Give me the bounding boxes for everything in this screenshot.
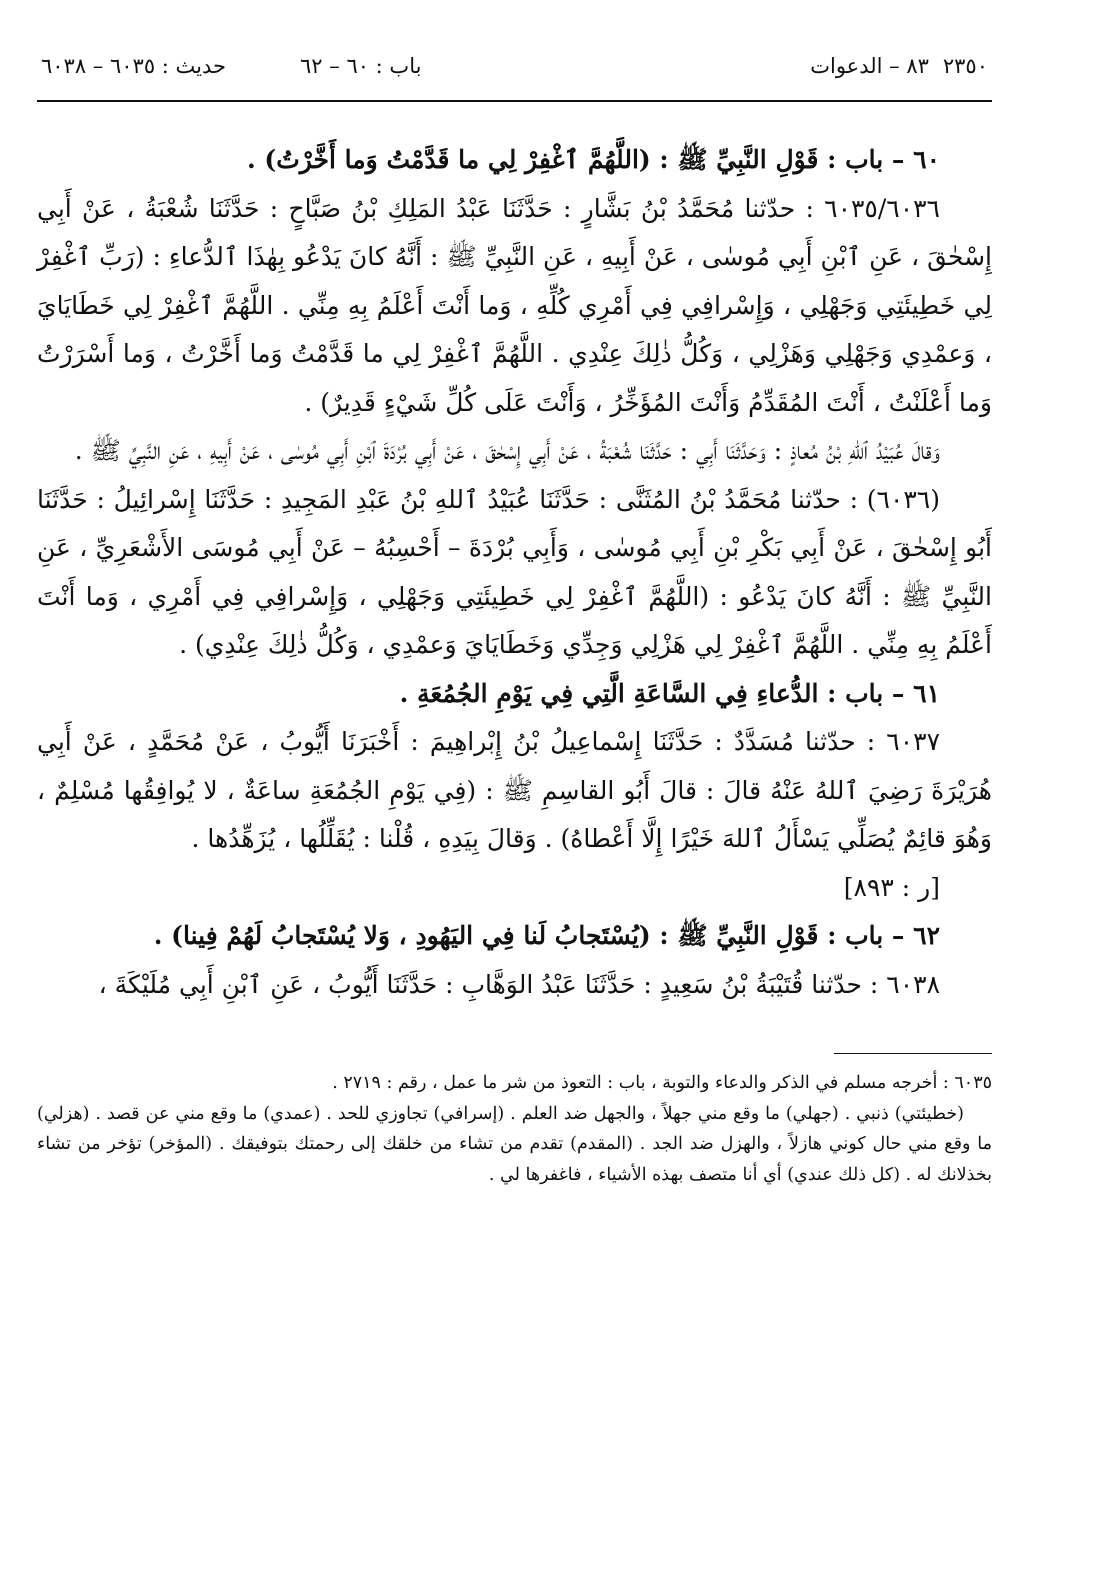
footnote-glossary: (خطيئتي) ذنبي . (جهلي) ما وقع مني جهلاً ، والجهل ضد العلم . (إسرافي) تجاوزي للحد . (عمدي) ما وقع مني عن قصد . (هزلي) ما وقع مني حال كوني هازلاً ، والهزل ضد الجد . (المقدم) تقدم من تشاء من خلقك إلى رحمتك بتوفيقك . (المؤخر) تؤخر من تشاء بخذلانك له . (كل ذلك عندي) أي أنا متصف بهذه الأشياء ، فاغفرها لي .: [37, 1103, 992, 1185]
chapter-heading-61: ٦١ – باب : الدُّعاءِ فِي السَّاعَةِ الَّتِي فِي يَوْمِ الجُمُعَةِ .: [399, 678, 940, 708]
footnote-rule: [834, 1053, 992, 1054]
footnotes: [37, 1068, 992, 1190]
chapter-heading-62: ٦٢ – باب : قَوْلِ النَّبِيِّ ﷺ : (يُسْتَجابُ لَنا فِي اليَهُودِ ، وَلا يُسْتَجابُ لَهُمْ فِينا) .: [153, 921, 940, 950]
header-right-group: [810, 54, 988, 78]
hadith-6037: ٦٠٣٧ : حدّثنا مُسَدَّدٌ : حَدَّثَنَا إِسْماعِيلُ بْنُ إِبْراهِيمَ : أَخْبَرَنَا أَيُّوبُ ، عَنْ مُحَمَّدٍ ، عَنْ أَبِي هُرَيْرَةَ رَضِيَ ٱللهُ عَنْهُ قالَ : قالَ أَبُو القاسِمِ ﷺ : (فِي يَوْمِ الجُمُعَةِ ساعَةٌ ، لا يُوافِقُها مُسْلِمٌ ، وَهُوَ قائِمٌ يُصَلِّي يَسْأَلُ ٱللهَ خَيْرًا إِلَّا أَعْطاهُ) . وَقالَ بِيَدِهِ ، قُلْنا : يُقَلِّلُها ، يُزَهِّدُها .: [37, 727, 992, 853]
chapter-heading-60: ٦٠ – باب : قَوْلِ النَّبِيِّ ﷺ : (اللَّهُمَّ ٱغْفِرْ لِي ما قَدَّمْتُ وَما أَخَّرْتُ) .: [246, 145, 940, 174]
page-number: ٢٣٥٠: [942, 54, 988, 78]
book-title: ٨٣ – الدعوات: [810, 54, 929, 78]
main-text: [37, 136, 992, 1009]
cross-reference: [ر : ٨٩٣]: [843, 872, 940, 902]
page-header: [37, 54, 992, 88]
header-rule: [37, 100, 992, 102]
hadith-6038: ٦٠٣٨ : حدّثنا قُتَيْبَةُ بْنُ سَعِيدٍ : حَدَّثَنَا عَبْدُ الوَهَّابِ : حَدَّثَنَا أَيُّوبُ ، عَنِ ٱبْنِ أَبِي مُلَيْكَةَ ،: [98, 969, 940, 999]
header-left-group: [41, 54, 421, 78]
footnote-source: ٦٠٣٥ : أخرجه مسلم في الذكر والدعاء والتوبة ، باب : التعوذ من شر ما عمل ، رقم : ٢٧١٩ .: [332, 1073, 992, 1093]
hadith-6035-chain: وَقالَ عُبَيْدُ ٱللهِ بْنُ مُعاذٍ : وَحَدَّثَنَا أَبِي : حَدَّثَنَا شُعْبَةُ ، عَنْ أَبِي إِسْحٰقَ ، عَنْ أَبِي بُرْدَةَ ٱبْنِ أَبِي مُوسٰى ، عَنْ أَبِيهِ ، عَنِ النَّبِيِّ ﷺ .: [74, 436, 940, 465]
bab-range: باب : ٦٠ – ٦٢: [300, 54, 422, 78]
hadith-range: حديث : ٦٠٣٥ – ٦٠٣٨: [41, 54, 227, 78]
hadith-6036: (٦٠٣٦) : حدّثنا مُحَمَّدُ بْنُ المُثَنَّى : حَدَّثَنَا عُبَيْدُ ٱللهِ بْنُ عَبْدِ المَجِيدِ : حَدَّثَنَا إِسْرائِيلُ : حَدَّثَنَا أَبُو إِسْحٰقَ ، عَنْ أَبِي بَكْرِ بْنِ أَبِي مُوسٰى ، وَأَبِي بُرْدَةَ – أَحْسِبُهُ – عَنْ أَبِي مُوسَى الأَشْعَرِيِّ ، عَنِ النَّبِيِّ ﷺ : أَنَّهُ كانَ يَدْعُو : (اللَّهُمَّ ٱغْفِرْ لِي خَطِيئَتِي وَجَهْلِي ، وَإِسْرافِي فِي أَمْرِي ، وَما أَنْتَ أَعْلَمُ بِهِ مِنِّي . اللَّهُمَّ ٱغْفِرْ لِي هَزْلِي وَجِدِّي وَخَطَايَايَ وَعمْدِي ، وَكُلُّ ذٰلِكَ عِنْدِي) .: [37, 484, 992, 659]
hadith-6035: ٦٠٣٥/٦٠٣٦ : حدّثنا مُحَمَّدُ بْنُ بَشَّارٍ : حَدَّثَنَا عَبْدُ المَلِكِ بْنُ صَبَّاحٍ : حَدَّثَنَا شُعْبَةُ ، عَنْ أَبِي إِسْحٰقَ ، عَنِ ٱبْنِ أَبِي مُوسٰى ، عَنْ أَبِيهِ ، عَنِ النَّبِيِّ ﷺ : أَنَّهُ كانَ يَدْعُو بِهٰذَا ٱلدُّعاءِ : (رَبِّ ٱغْفِرْ لِي خَطِيئَتِي وَجَهْلِي ، وَإِسْرافِي فِي أَمْرِي كُلِّهِ ، وَما أَنْتَ أَعْلَمُ بِهِ مِنِّي . اللَّهُمَّ ٱغْفِرْ لِي خَطَايَايَ ، وَعمْدِي وَجَهْلِي وَهَزْلِي ، وَكُلُّ ذٰلِكَ عِنْدِي . اللَّهُمَّ ٱغْفِرْ لِي ما قَدَّمْتُ وَما أَخَّرْتُ ، وَما أَسْرَرْتُ وَما أَعْلَنْتُ ، أَنْتَ المُقَدِّمُ وَأَنْتَ المُؤَخِّرُ ، وَأَنْتَ عَلَى كُلِّ شَيْءٍ قَدِيرٌ) .: [37, 193, 992, 417]
